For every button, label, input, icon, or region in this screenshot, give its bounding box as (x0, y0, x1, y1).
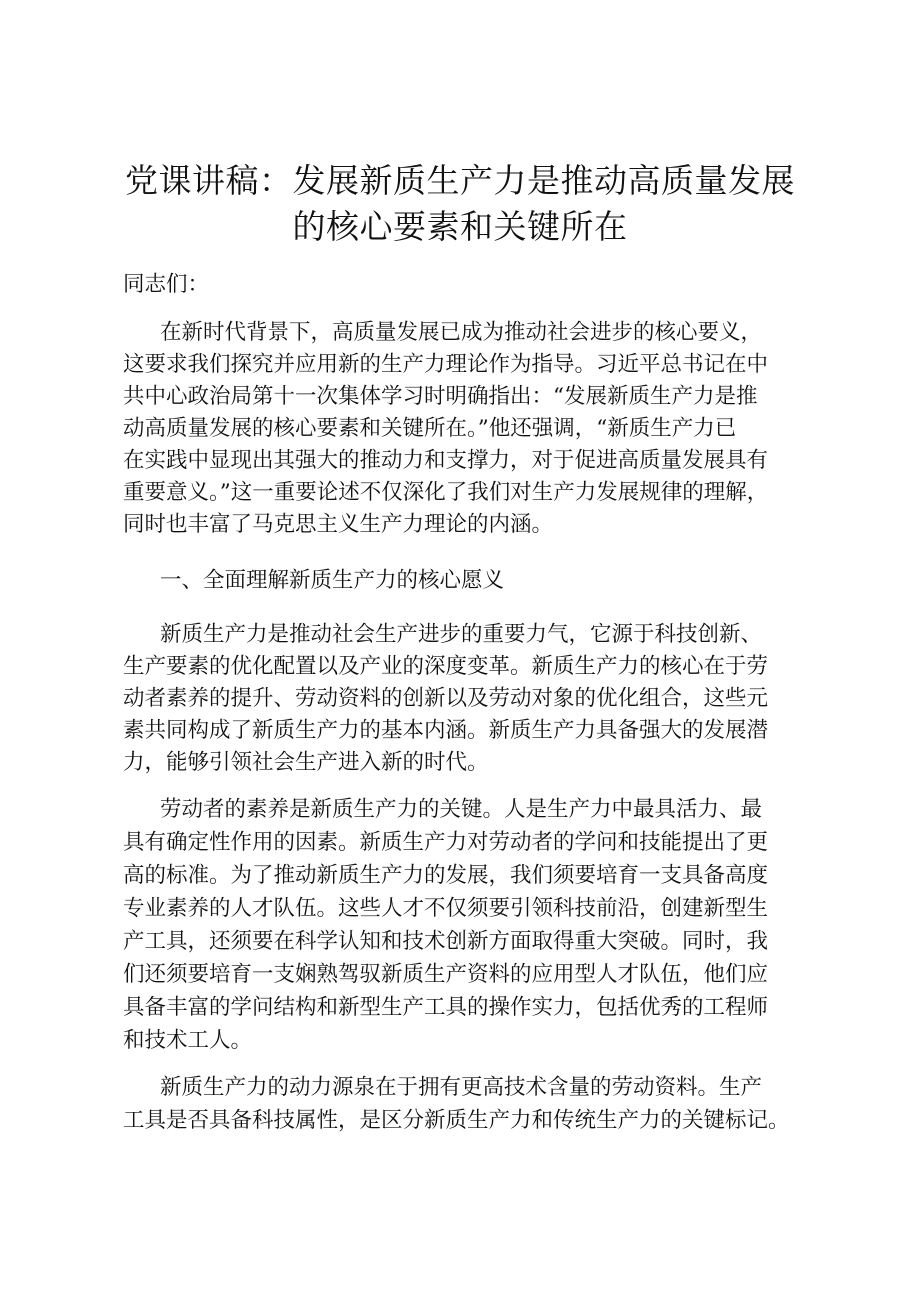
paragraph-1-line: 这要求我们探究并应用新的生产力理论作为指导。习近平总书记在中 (123, 352, 769, 377)
document-title-line-2: 的核心要素和关键所在 (292, 207, 628, 246)
paragraph-3-line: 具备丰富的学问结构和新型生产工具的操作实力，包括优秀的工程师 (123, 995, 769, 1020)
paragraph-2-line: 素共同构成了新质生产力的基本内涵。新质生产力具备强大的发展潜 (123, 718, 769, 743)
paragraph-4-line: 工具是否具备科技属性，是区分新质生产力和传统生产力的关键标记。 (123, 1108, 790, 1133)
paragraph-1-line: 重要意义。”这一重要论述不仅深化了我们对生产力发展规律的理解， (123, 480, 769, 505)
paragraph-2-line: 力，能够引领社会生产进入新的时代。 (123, 750, 489, 775)
paragraph-1-line: 在新时代背景下，高质量发展已成为推动社会进步的核心要义， (160, 320, 763, 345)
paragraph-1-line: 共中心政治局第十一次集体学习时明确指出：“发展新质生产力是推 (123, 384, 758, 409)
section-1-heading: 一、全面理解新质生产力的核心愿义 (160, 568, 505, 593)
paragraph-2-line: 新质生产力是推动社会生产进步的重要力气，它源于科技创新、 (160, 622, 763, 647)
paragraph-2-line: 动者素养的提升、劳动资料的创新以及劳动对象的优化组合，这些元 (123, 686, 769, 711)
paragraph-1-line: 动高质量发展的核心要素和关键所在。”他还强调，“新质生产力已 (123, 416, 737, 441)
salutation: 同志们： (123, 272, 210, 297)
paragraph-3-line: 专业素养的人才队伍。这些人才不仅须要引领科技前沿，创建新型生 (123, 896, 769, 921)
paragraph-3-line: 产工具，还须要在科学认知和技术创新方面取得重大突破。同时，我 (123, 929, 769, 954)
paragraph-4-line: 新质生产力的动力源泉在于拥有更高技术含量的劳动资料。生产 (160, 1075, 763, 1100)
paragraph-3-line: 们还须要培育一支娴熟驾驭新质生产资料的应用型人才队伍，他们应 (123, 962, 769, 987)
paragraph-3-line: 高的标准。为了推动新质生产力的发展，我们须要培育一支具备高度 (123, 863, 769, 888)
paragraph-2-line: 生产要素的优化配置以及产业的深度变革。新质生产力的核心在于劳 (123, 654, 769, 679)
paragraph-3-line: 具有确定性作用的因素。新质生产力对劳动者的学问和技能提出了更 (123, 830, 769, 855)
paragraph-3-line: 劳动者的素养是新质生产力的关键。人是生产力中最具活力、最 (160, 797, 763, 822)
document-title-line-1: 党课讲稿：发展新质生产力是推动高质量发展 (125, 161, 795, 200)
paragraph-3-line: 和技术工人。 (123, 1028, 253, 1053)
paragraph-1-line: 同时也丰富了马克思主义生产力理论的内涵。 (123, 512, 554, 537)
paragraph-1-line: 在实践中显现出其强大的推动力和支撑力，对于促进高质量发展具有 (123, 448, 769, 473)
